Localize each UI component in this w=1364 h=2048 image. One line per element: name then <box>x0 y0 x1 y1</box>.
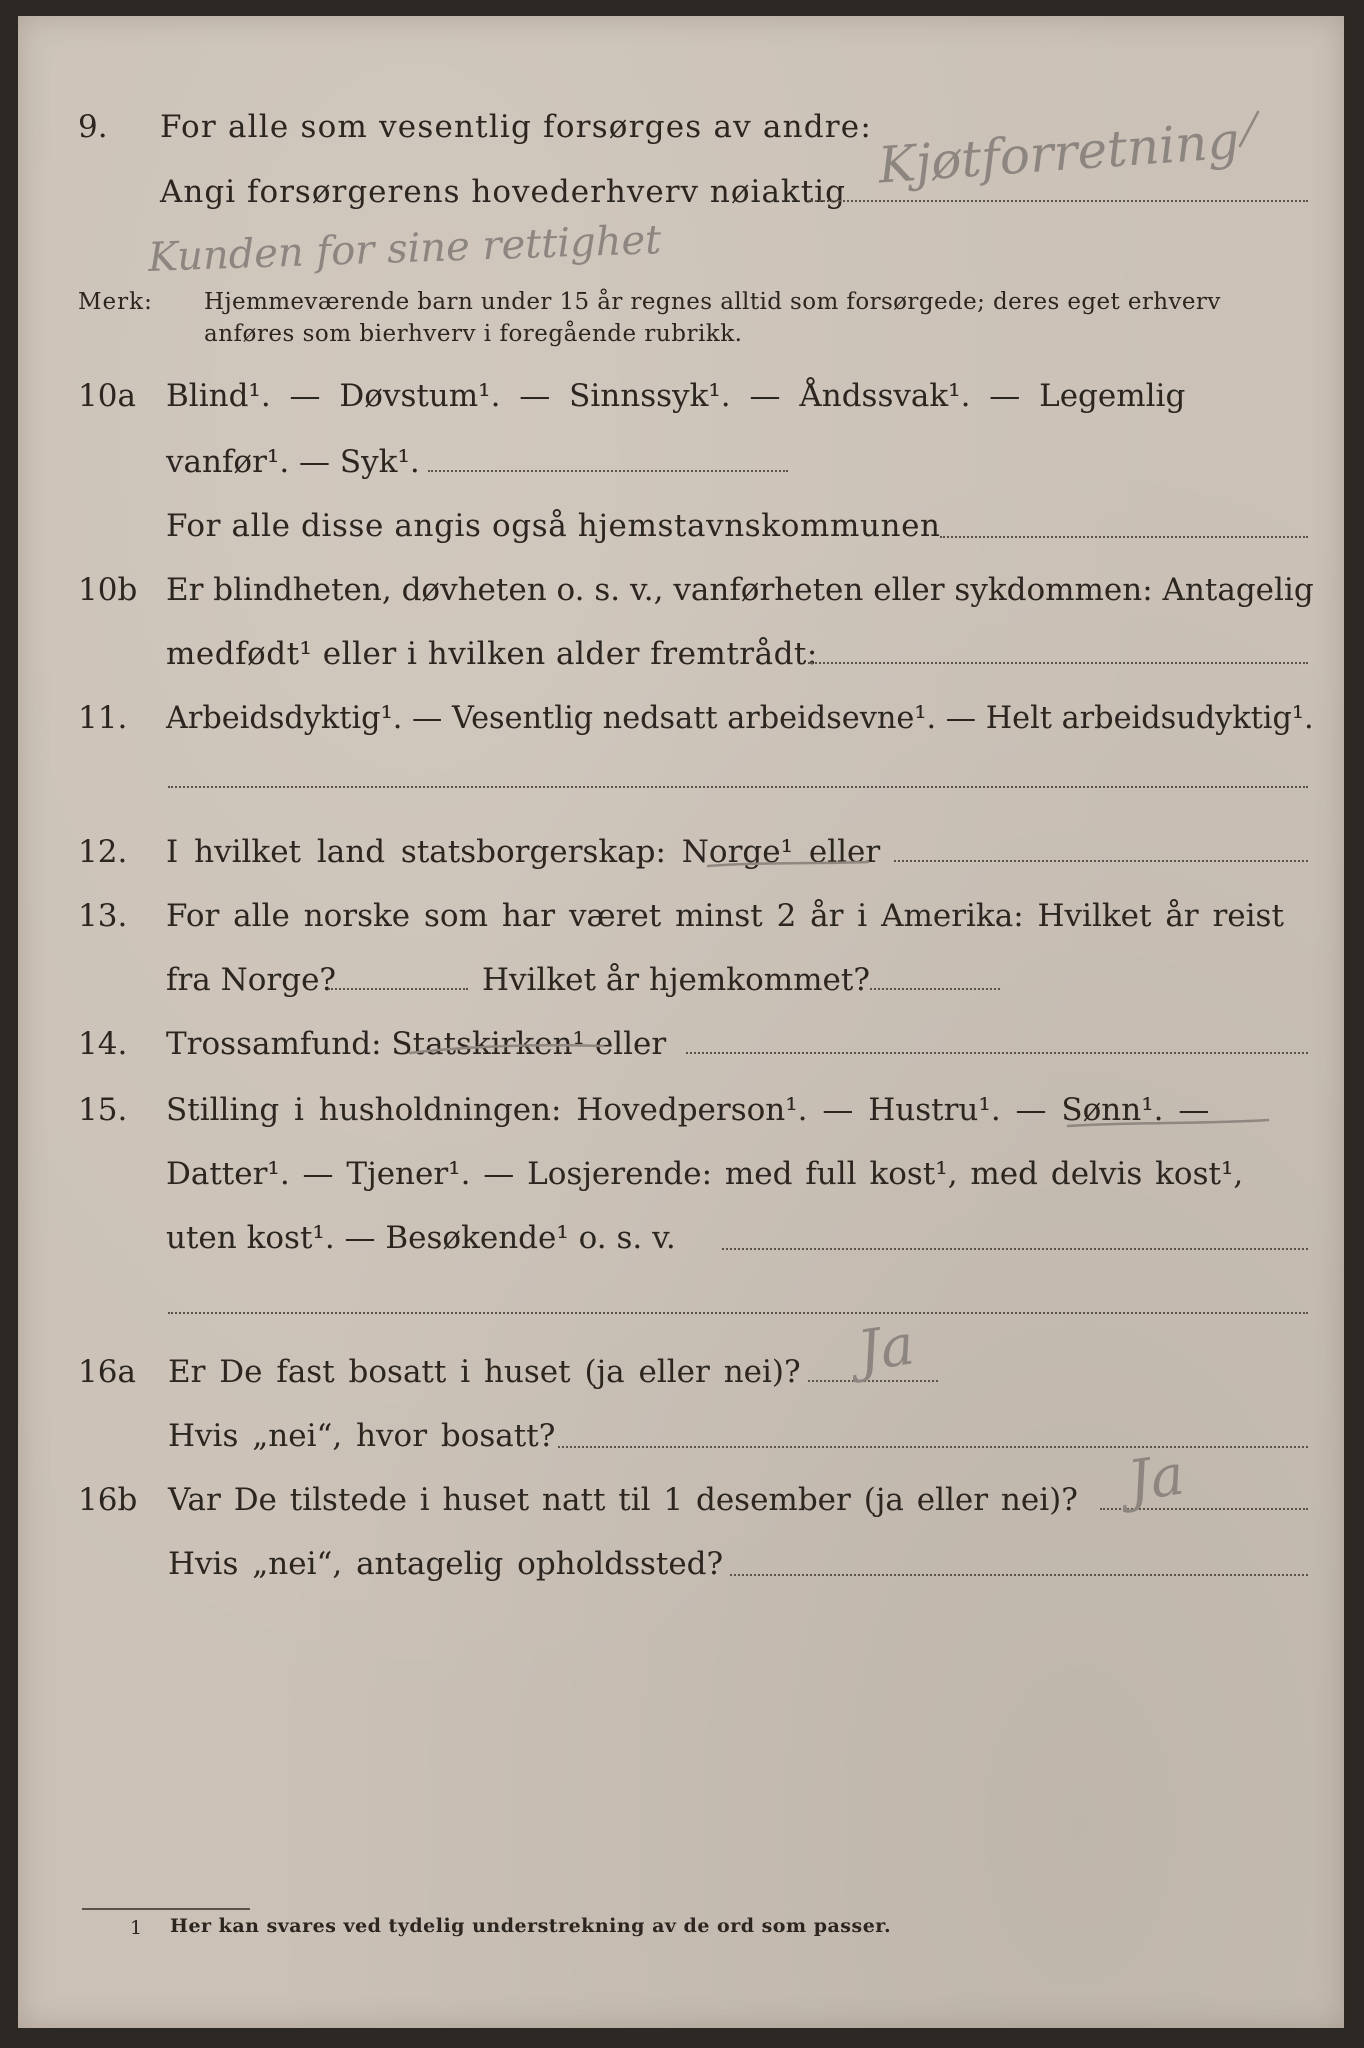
q13-number: 13. <box>78 898 128 934</box>
norge-underline-mark <box>708 862 868 866</box>
q11-line1: Arbeidsdyktig¹. — Vesentlig nedsatt arbeidsevne¹. — Helt arbeidsudyktig¹. <box>166 700 1314 736</box>
footnote-rule <box>82 1908 250 1910</box>
statskirken-underline-mark <box>410 1045 603 1053</box>
census-form-page <box>18 16 1344 2028</box>
q10a-number: 10a <box>78 378 136 414</box>
q16a-line2: Hvis „nei“, hvor bosatt? <box>168 1418 556 1454</box>
q11-number: 11. <box>78 700 128 736</box>
q13-line2a: fra Norge? <box>166 962 337 998</box>
q14-number: 14. <box>78 1026 128 1062</box>
q16b-number: 16b <box>78 1482 138 1518</box>
pencil-marks <box>18 16 1344 2028</box>
q13-line2b: Hvilket år hjemkommet? <box>482 962 870 998</box>
q12-line1: I hvilket land statsborgerskap: Norge¹ eller <box>166 834 881 870</box>
q16a-number: 16a <box>78 1354 136 1390</box>
footnote-marker: 1 <box>130 1917 143 1939</box>
q16a-handwritten-answer: Ja <box>853 1312 919 1385</box>
q14-line1: Trossamfund: Statskirken¹ eller <box>166 1026 667 1062</box>
q10a-line3: For alle disse angis også hjemstavnskommunen <box>166 508 941 544</box>
merk-line2: anføres som bierhverv i foregående rubrikk. <box>204 321 743 347</box>
pencil-tick-mark <box>1240 112 1258 146</box>
q10b-line2: medfødt¹ eller i hvilken alder fremtrådt: <box>166 636 818 672</box>
q9-line1: For alle som vesentlig forsørges av andre: <box>160 109 872 145</box>
q10b-number: 10b <box>78 572 138 608</box>
q10a-line2: vanfør¹. — Syk¹. <box>166 444 420 480</box>
q9-handwritten-answer-2: Kunden for sine rettighet <box>147 217 662 281</box>
merk-label: Merk: <box>78 289 153 315</box>
q13-line1: For alle norske som har været minst 2 år i Amerika: Hvilket år reist <box>166 898 1284 934</box>
q9-handwritten-answer-1: Kjøtforretning <box>876 111 1242 195</box>
sonn-underline-mark <box>1068 1120 1268 1126</box>
merk-line1: Hjemmeværende barn under 15 år regnes alltid som forsørgede; deres eget erhverv <box>204 289 1221 315</box>
q15-line2: Datter¹. — Tjener¹. — Losjerende: med full kost¹, med delvis kost¹, <box>166 1156 1244 1192</box>
q15-line1: Stilling i husholdningen: Hovedperson¹. — Hustru¹. — Sønn¹. — <box>166 1092 1210 1128</box>
footnote-text: Her kan svares ved tydelig understrekning av de ord som passer. <box>170 1915 892 1937</box>
q16a-line1: Er De fast bosatt i huset (ja eller nei)? <box>168 1354 801 1390</box>
q15-line3: uten kost¹. — Besøkende¹ o. s. v. <box>166 1220 676 1256</box>
q16b-line2: Hvis „nei“, antagelig opholdssted? <box>168 1546 724 1582</box>
q15-number: 15. <box>78 1092 128 1128</box>
q16b-handwritten-answer: Ja <box>1123 1442 1189 1515</box>
q10a-line1: Blind¹. — Døvstum¹. — Sinnssyk¹. — Åndssvak¹. — Legemlig <box>166 378 1186 414</box>
q9-number: 9. <box>78 109 108 145</box>
q12-number: 12. <box>78 834 128 870</box>
q10b-line1: Er blindheten, døvheten o. s. v., vanførheten eller sykdommen: Antagelig <box>166 572 1314 608</box>
q16b-line1: Var De tilstede i huset natt til 1 desember (ja eller nei)? <box>168 1482 1078 1518</box>
q9-line2: Angi forsørgerens hovederhverv nøiaktig <box>160 174 846 210</box>
